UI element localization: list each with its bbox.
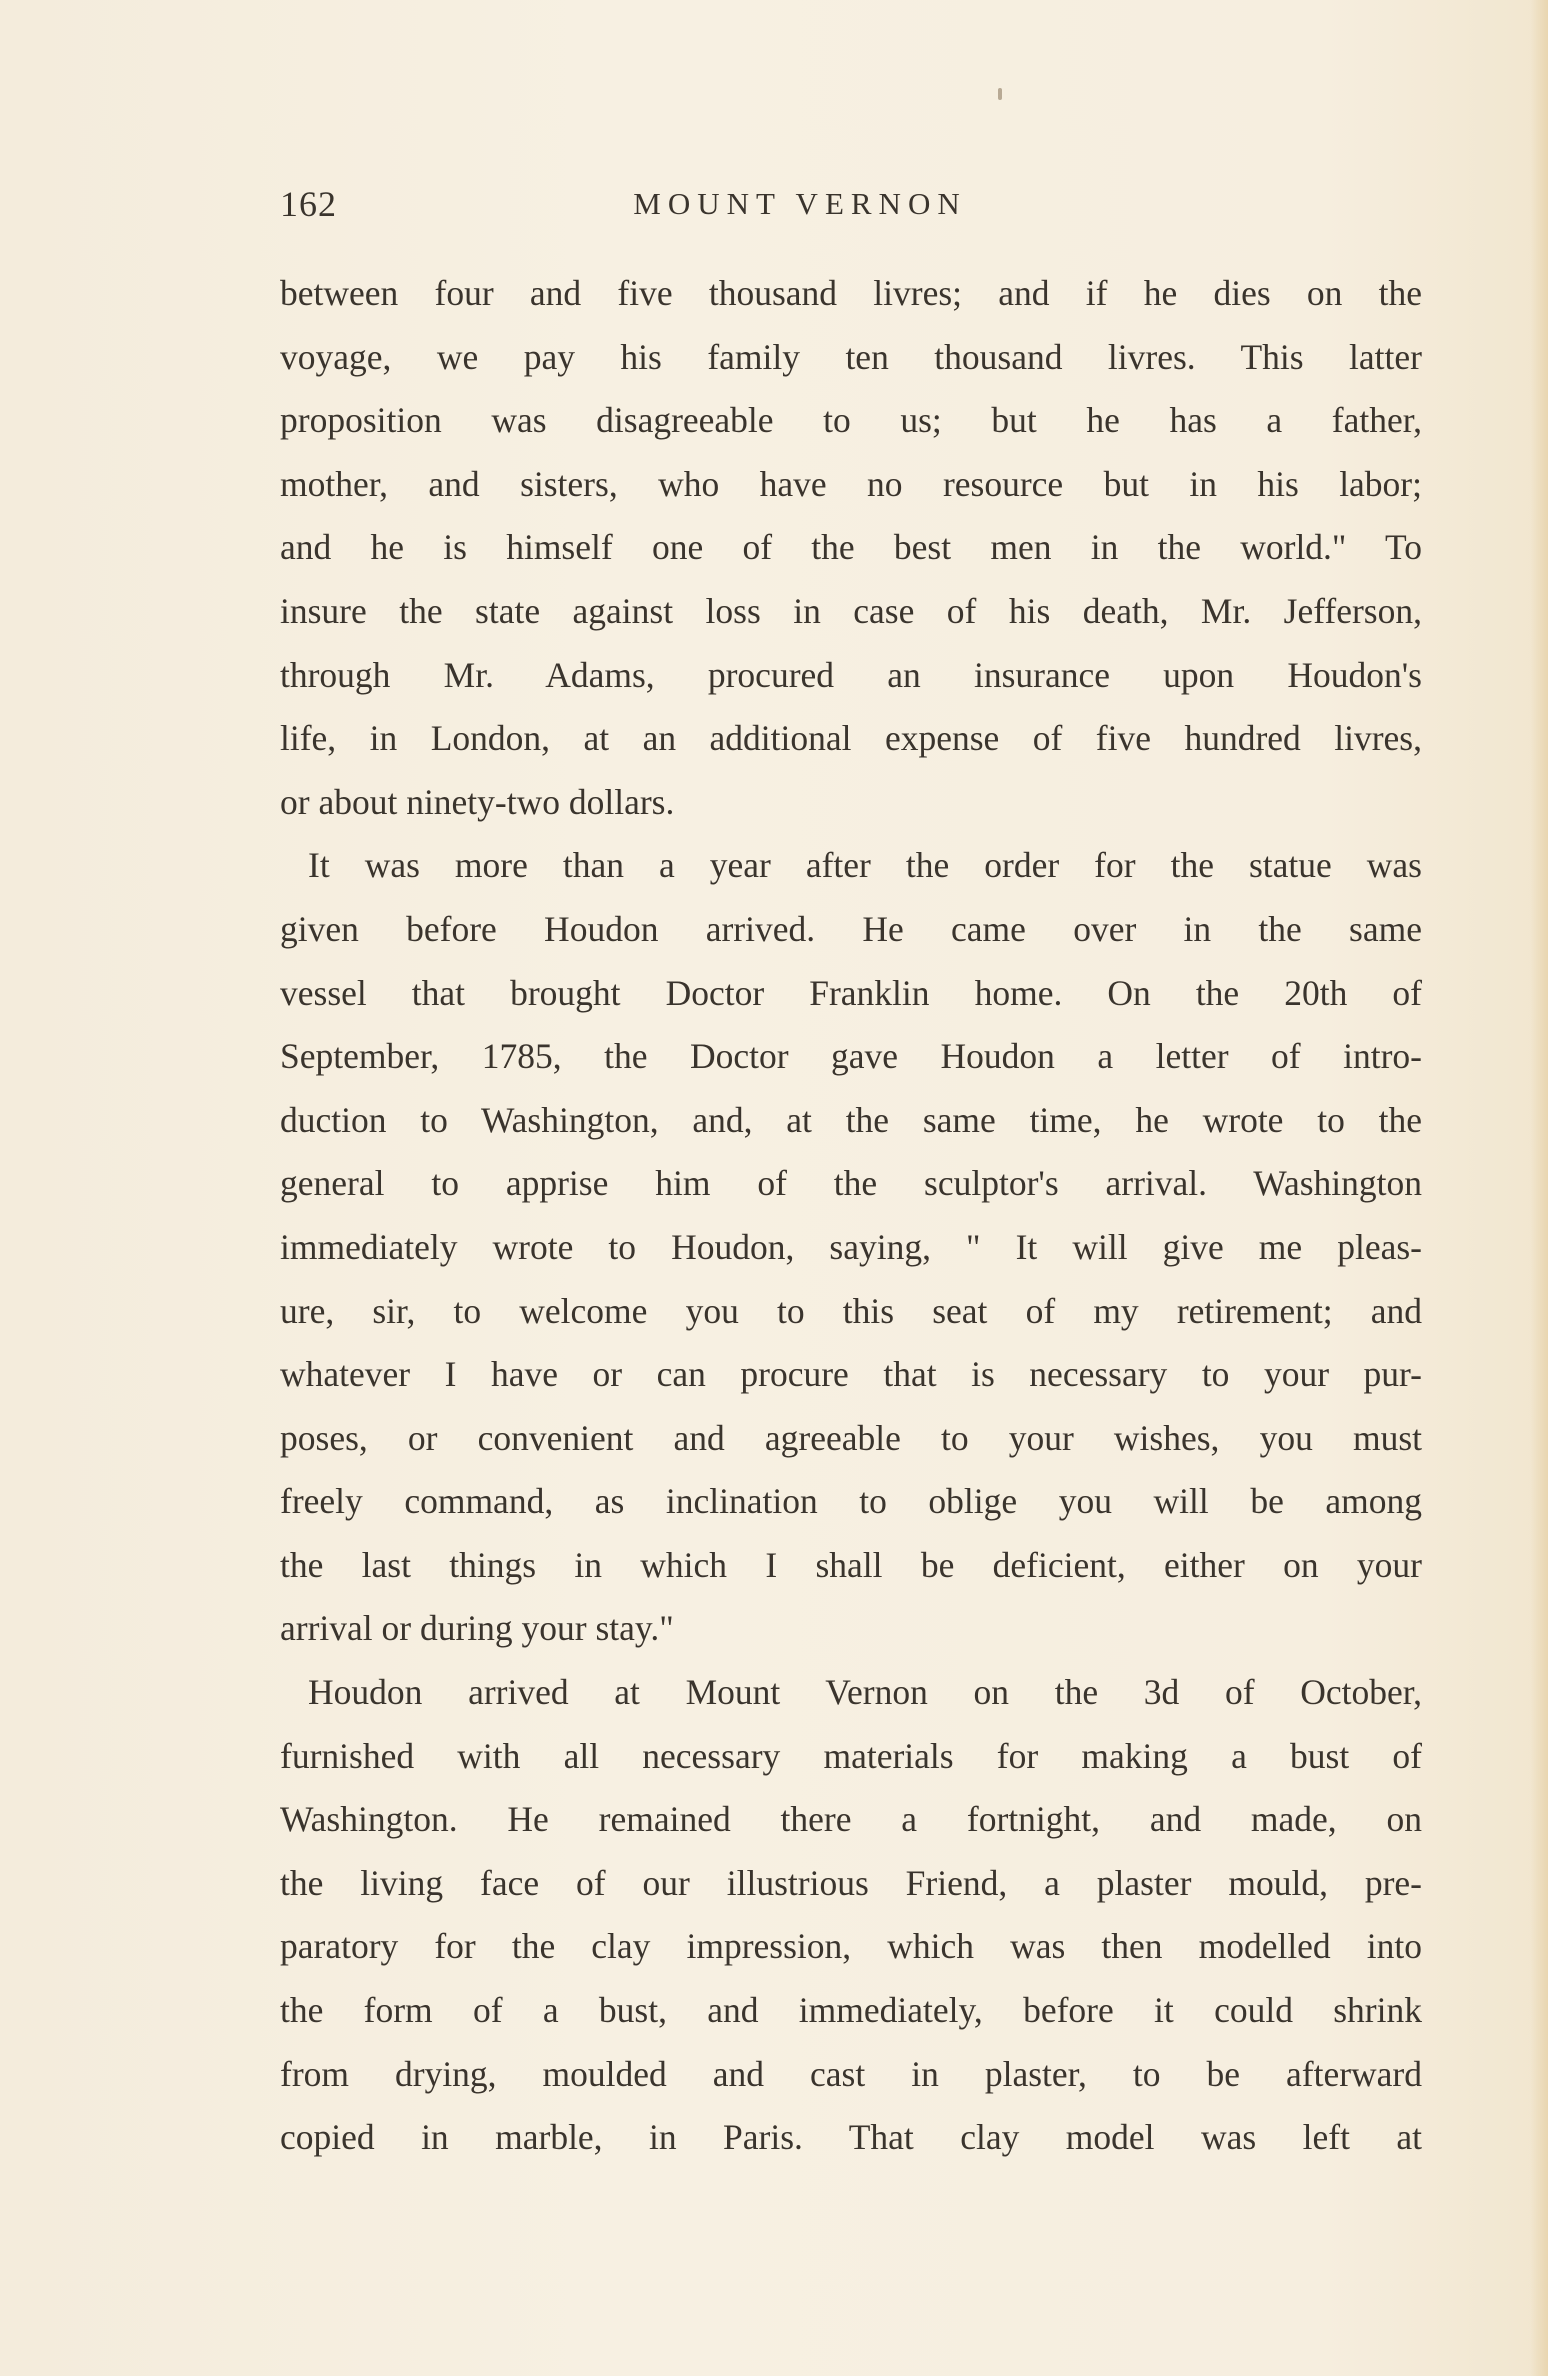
paragraph-first-line: Houdon arrived at Mount Vernon on the 3d of October, bbox=[308, 1672, 1422, 1713]
text-line: given before Houdon arrived. He came over in the same bbox=[280, 908, 1422, 949]
text-line: the form of a bust, and immediately, before it could shrink bbox=[280, 1990, 1422, 2031]
body-text bbox=[280, 262, 1422, 2170]
text-line: immediately wrote to Houdon, saying, " It will give me pleas- bbox=[280, 1226, 1422, 1267]
text-line: the last things in which I shall be deficient, either on your bbox=[280, 1544, 1422, 1585]
page-number: 162 bbox=[280, 184, 337, 224]
page-edge-shadow bbox=[1530, 0, 1548, 2376]
text-line: vessel that brought Doctor Franklin home. On the 20th of bbox=[280, 972, 1422, 1013]
text-line: copied in marble, in Paris. That clay model was left at bbox=[280, 2117, 1422, 2158]
text-line: proposition was disagreeable to us; but he has a father, bbox=[280, 400, 1422, 441]
text-line: insure the state against loss in case of his death, Mr. Jefferson, bbox=[280, 590, 1422, 631]
text-line: September, 1785, the Doctor gave Houdon a letter of intro- bbox=[280, 1036, 1422, 1077]
text-line: voyage, we pay his family ten thousand livres. This latter bbox=[280, 336, 1422, 377]
text-line: and he is himself one of the best men in the world." To bbox=[280, 527, 1422, 568]
text-line: general to apprise him of the sculptor's arrival. Washington bbox=[280, 1163, 1422, 1204]
text-line: whatever I have or can procure that is necessary to your pur- bbox=[280, 1354, 1422, 1395]
text-line: or about ninety-two dollars. bbox=[280, 781, 675, 822]
text-line: from drying, moulded and cast in plaster, to be afterward bbox=[280, 2053, 1422, 2094]
text-line: mother, and sisters, who have no resource but in his labor; bbox=[280, 463, 1422, 504]
paragraph-first-line: It was more than a year after the order for the statue was bbox=[308, 845, 1422, 886]
text-line: the living face of our illustrious Friend, a plaster mould, pre- bbox=[280, 1862, 1422, 1903]
text-line: through Mr. Adams, procured an insurance upon Houdon's bbox=[280, 654, 1422, 695]
text-line: life, in London, at an additional expense of five hundred livres, bbox=[280, 718, 1422, 759]
text-line: poses, or convenient and agreeable to your wishes, you must bbox=[280, 1417, 1422, 1458]
running-title: MOUNT VERNON bbox=[633, 186, 967, 221]
text-line: furnished with all necessary materials for making a bust of bbox=[280, 1735, 1422, 1776]
text-line: arrival or during your stay." bbox=[280, 1608, 674, 1649]
text-line: freely command, as inclination to oblige you will be among bbox=[280, 1481, 1422, 1522]
text-line: Washington. He remained there a fortnight, and made, on bbox=[280, 1799, 1422, 1840]
text-line: ure, sir, to welcome you to this seat of my retirement; and bbox=[280, 1290, 1422, 1331]
text-line: between four and five thousand livres; and if he dies on the bbox=[280, 273, 1422, 313]
paper-speck bbox=[998, 88, 1002, 100]
text-line: duction to Washington, and, at the same time, he wrote to the bbox=[280, 1099, 1422, 1140]
running-head bbox=[280, 182, 1420, 226]
text-line: paratory for the clay impression, which was then modelled into bbox=[280, 1926, 1422, 1967]
